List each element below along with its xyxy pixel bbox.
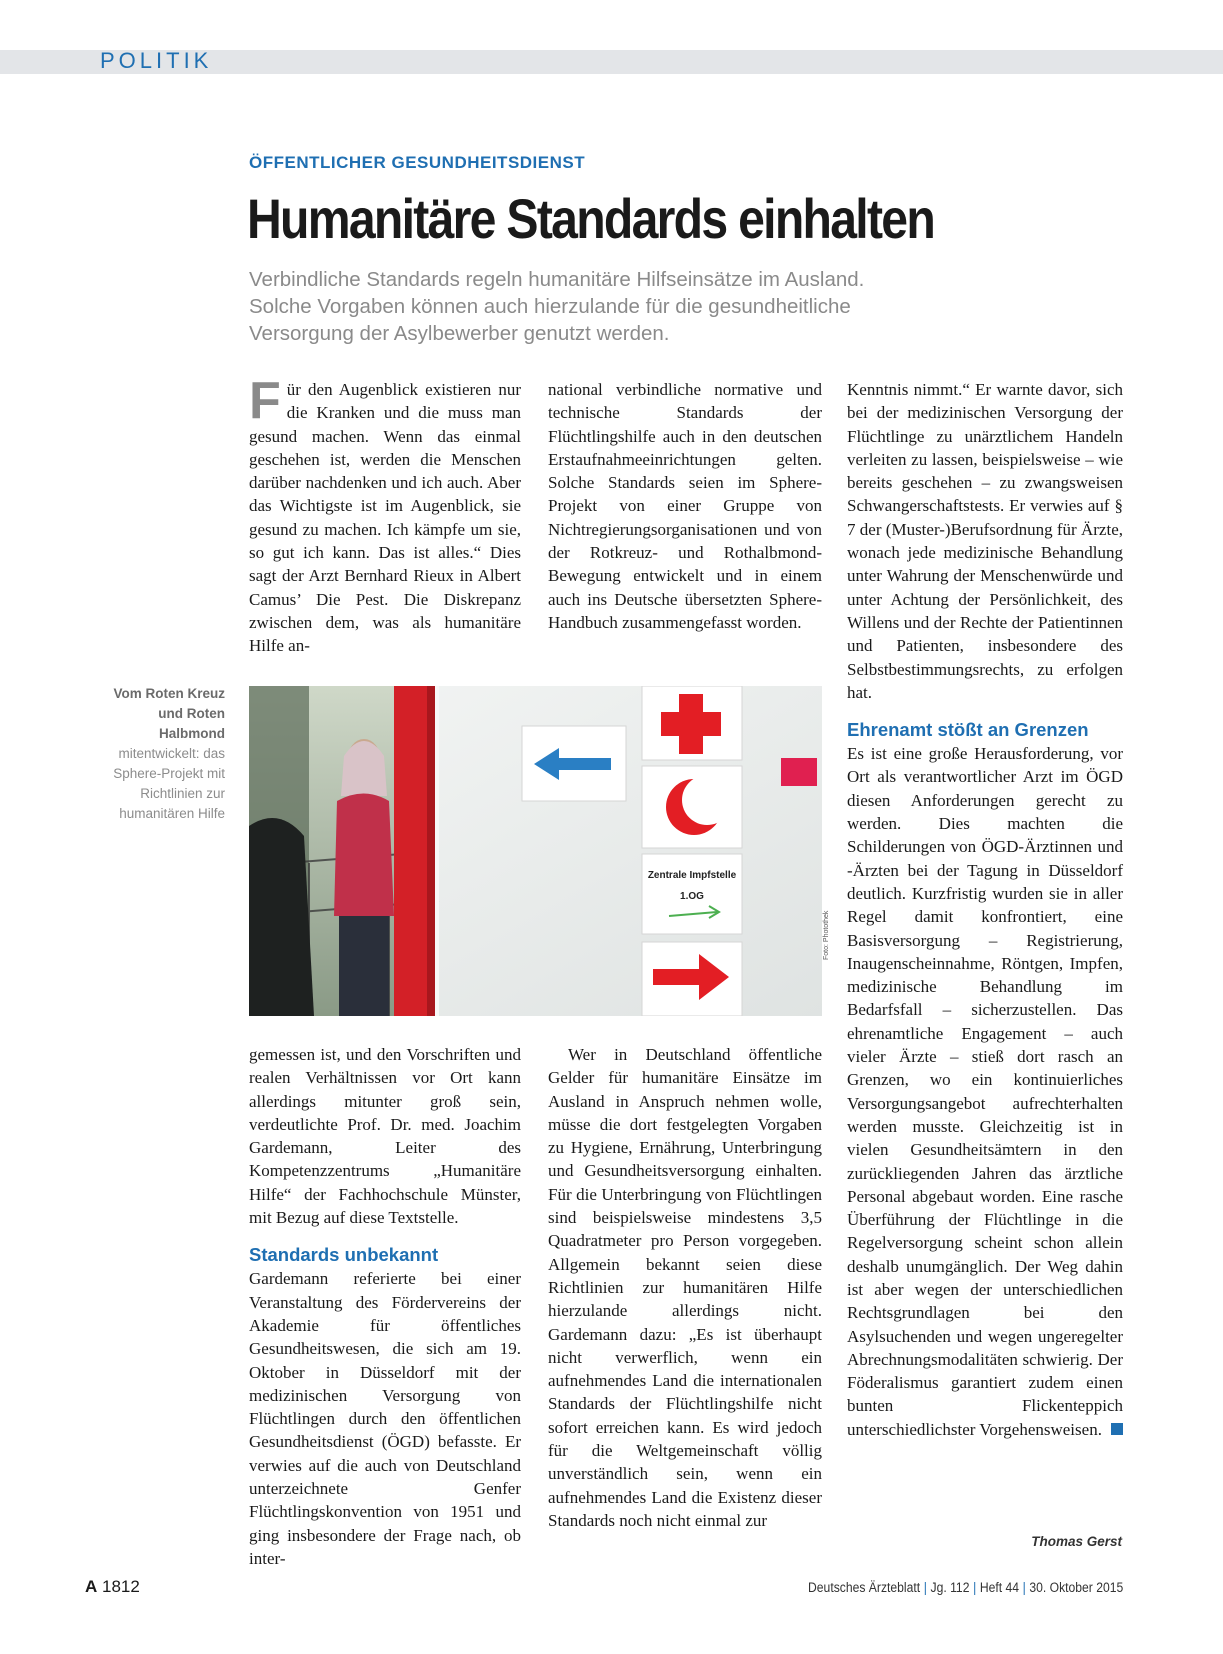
end-mark-icon — [1111, 1423, 1123, 1435]
dropcap: F — [249, 372, 281, 430]
figure-caption — [90, 684, 225, 824]
paragraph: Es ist eine große Herausforderung, vor Ort als verantwortlicher Arzt im ÖGD diesen Anforderungen gerecht zu werden. Dies machten die Schilderungen von ÖGD-Ärztinnen und -Ärzten bei der Tagung in Düsseldorf deutlich. Kurzfristig wurden sie in aller Regel damit konfrontiert, eine Basisversorgung – Registrierung, Inaugenscheinnahme, Röntgen, Impfen, medizinische Behandlung im Bedarfsfall – sicherzustellen. Das ehrenamtliche Engagement – auch vieler Ärzte – stieß dort rasch an Grenzen, wo ein kontinuierliches Versorgungsangebot aufrechterhalten werden musste. Gleichzeitig ist in vielen Gesundheitsämtern in den zurückliegenden Jahren das ärztliche Personal abgebaut worden. Eine rasche Überführung der Flüchtlinge in die Regelversorgung scheint schon allein deshalb unumgänglich. Der Weg dahin ist aber wegen der unterschiedlichen Rechtsgrundlagen bei den Asylsuchenden und wegen ungeregelter Abrechnungsmodalitäten schwierig. Der Föderalismus garantiert zudem einen bunten Flickenteppich unterschiedlichster Vorgehensweisen. — [847, 744, 1123, 1439]
caption-bold: Vom Roten Kreuz und Roten Halbmond — [113, 686, 225, 741]
subhead-standards: Standards unbekannt — [249, 1244, 439, 1266]
page-number — [85, 1577, 140, 1597]
journal-issue: Heft 44 — [979, 1580, 1019, 1595]
article-headline: Humanitäre Standards einhalten — [247, 187, 935, 250]
paragraph: Wer in Deutschland öffentliche Gelder für humanitäre Einsätze im Ausland in Anspruch nehmen wolle, müsse die dort festgelegten Vorgaben zu Hygiene, Ernährung, Unterbringung und Gesundheitsversorgung einhalten. Für die Unterbringung von Flüchtlingen sind beispielsweise mindestens 3,5 Quadratmeter pro Person vorgegeben. Allgemein bekannt seien diese Richtlinien zur humanitären Hilfe hierzulande allerdings nicht. Gardemann dazu: „Es ist überhaupt nicht verwerflich, wenn ein aufnehmendes Land die internationalen Standards der Flüchtlingshilfe nicht sofort erreichen kann. Es wird jedoch für die Weltgemeinschaft völlig unverständlich sein, wenn ein aufnehmendes Land die Existenz dieser Standards noch nicht einmal zur — [548, 1045, 822, 1530]
lead-line: Verbindliche Standards regeln humanitäre Hilfseinsätze im Ausland. — [249, 268, 865, 291]
column-2-bottom — [548, 1043, 822, 1532]
caption-text: mitentwickelt: das Sphere-Projekt mit Richtlinien zur humanitären Hilfe — [113, 746, 225, 821]
footer-info: Deutsches Ärzteblatt | Jg. 112 | Heft 44 | 30. Oktober 2015 — [807, 1580, 1123, 1595]
journal-volume: Jg. 112 — [930, 1580, 970, 1595]
page-prefix: A — [85, 1577, 98, 1596]
photo-credit: Foto: Photothek — [823, 910, 830, 960]
photo-illustration — [249, 686, 822, 1016]
author-name: Thomas Gerst — [1031, 1534, 1122, 1549]
sign-text-impfstelle: Zentrale Impfstelle — [647, 870, 737, 881]
lead-line: Solche Vorgaben können auch hierzulande für die gesundheitliche — [249, 295, 851, 318]
article-lead — [249, 266, 1009, 347]
issue-date: 30. Oktober 2015 — [1029, 1580, 1123, 1595]
article-photo — [249, 686, 822, 1016]
article-kicker: ÖFFENTLICHER GESUNDHEITSDIENST — [249, 153, 586, 172]
paragraph: Kenntnis nimmt.“ Er warnte davor, sich bei der medizinischen Versorgung der Flüchtlinge zu unärztlichem Handeln verleiten zu lassen, beispielsweise – wie bereits geschehen – zu zwangsweisen Schwangerschaftstests. Er verwies auf § 7 der (Muster-)Berufsordnung für Ärzte, wonach jede medizinische Behandlung unter Wahrung der Menschenwürde und unter Achtung der Persönlichkeit, des Willens und der Rechte der Patientinnen und Patienten, insbesondere des Selbstbestimmungsrechts, zu erfolgen hat. — [847, 380, 1123, 702]
subhead-ehrenamt: Ehrenamt stößt an Grenzen — [847, 719, 1089, 741]
column-1-top — [249, 372, 521, 658]
paragraph: Gardemann referierte bei einer Veranstaltung des Fördervereins der Akademie für öffentliches Gesundheitswesen, die sich am 19. Oktober in Düsseldorf mit der medizinischen Versorgung von Flüchtlingen durch den öffentlichen Gesundheitsdienst (ÖGD) befasste. Er verwies auf die auch von Deutschland unterzeichnete Genfer Flüchtlingskonvention von 1951 und ging insbesondere der Frage nach, ob inter- — [249, 1269, 521, 1568]
sign-text-floor: 1.OG — [680, 891, 704, 902]
column-2-top — [548, 378, 822, 634]
section-label: POLITIK — [100, 48, 213, 73]
journal-name: Deutsches Ärzteblatt — [807, 1580, 920, 1595]
paragraph: ür den Augenblick existieren nur die Kranken und die muss man gesund machen. Wenn das einmal geschehen ist, werden die Menschen darüber nachdenken und ich auch. Aber das Wichtigste ist im Augenblick, sie gesund zu machen. Ich kämpfe um sie, so gut ich kann. Das ist alles.“ Dies sagt der Arzt Bernhard Rieux in Albert Camus’ Die Pest. Die Diskrepanz zwischen dem, was als humanitäre Hilfe an- — [249, 380, 521, 656]
lead-line: Versorgung der Asylbewerber genutzt werden. — [249, 322, 670, 345]
paragraph: national verbindliche normative und technische Standards der Flüchtlingshilfe auch in den deutschen Erstaufnahmeeinrichtungen gelten. Solche Standards seien im Sphere-Projekt von einer Gruppe von Nichtregierungsorganisationen und von der Rotkreuz- und Rothalbmond-Bewegung entwickelt und in einem auch ins Deutsche übersetzten Sphere-Handbuch zusammengefasst worden. — [548, 380, 822, 632]
paragraph: gemessen ist, und den Vorschriften und realen Verhältnissen vor Ort kann allerdings mitunter groß sein, verdeutlichte Prof. Dr. med. Joachim Gardemann, Leiter des Kompetenzzentrums „Humanitäre Hilfe“ der Fachhochschule Münster, mit Bezug auf diese Textstelle. — [249, 1045, 521, 1228]
column-1-bottom — [249, 1043, 521, 1570]
page-number-value: 1812 — [102, 1577, 140, 1596]
column-3 — [847, 378, 1123, 1441]
